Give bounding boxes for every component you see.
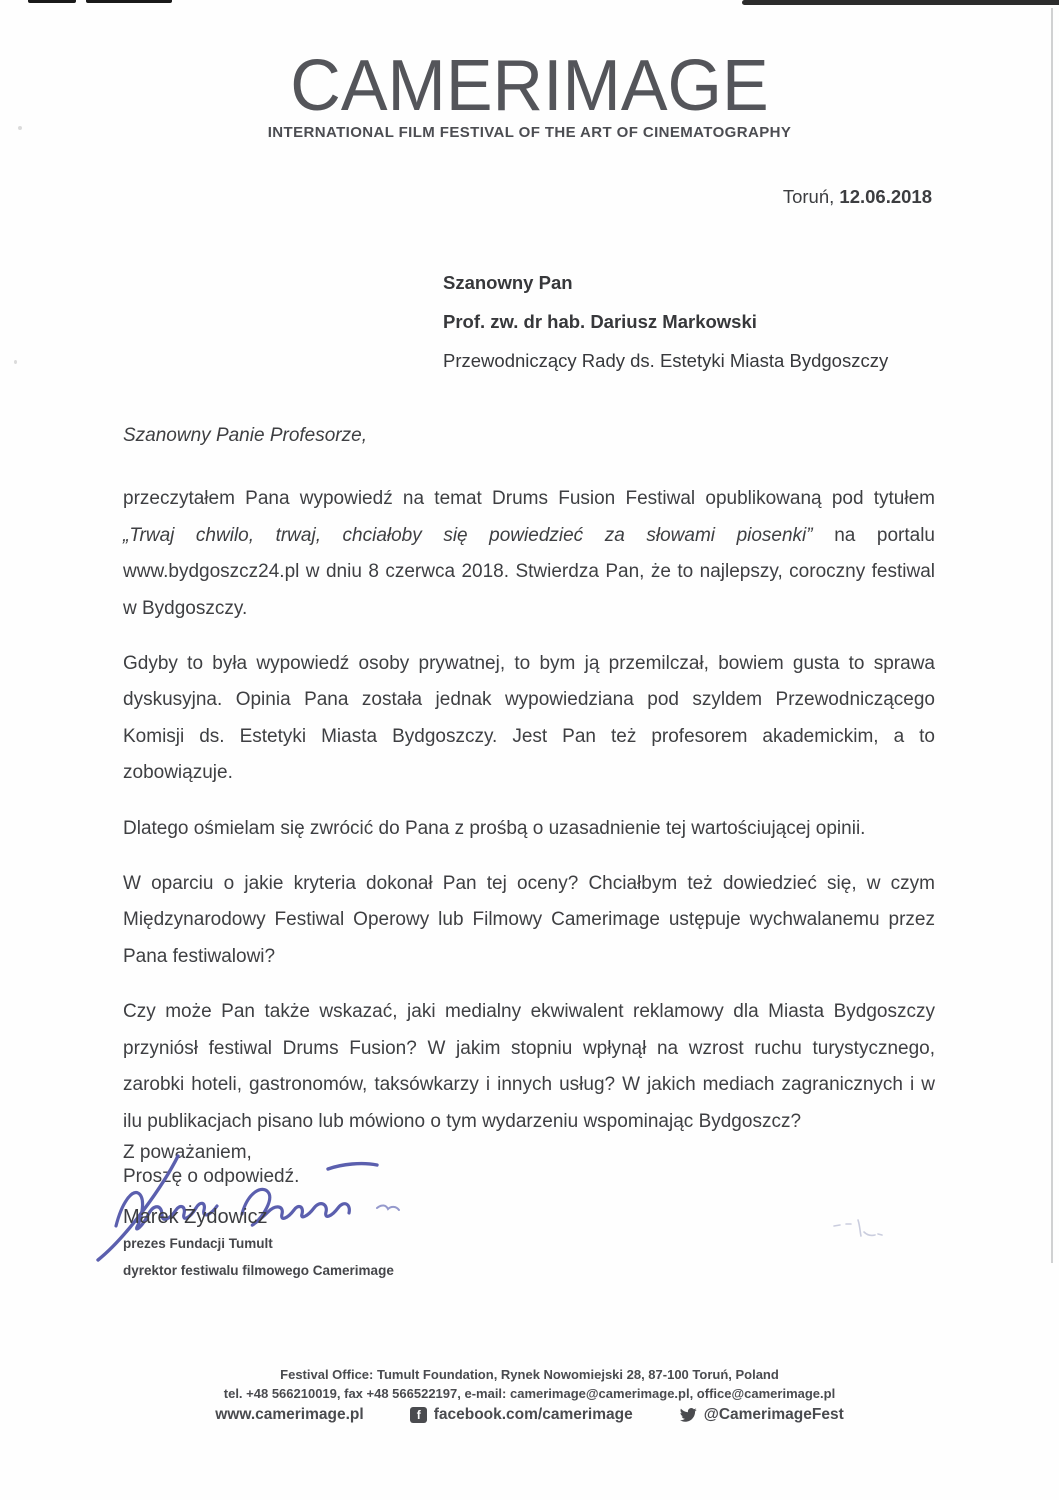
salutation: Szanowny Panie Profesorze, bbox=[123, 425, 367, 446]
letter-body bbox=[123, 418, 935, 1214]
camerimage-logo: CAMERIMAGE bbox=[290, 44, 769, 126]
date-line bbox=[783, 186, 932, 208]
paragraph-2: Gdyby to była wypowiedź osoby prywatnej, to bym ją przemilczał, bowiem gusta to sprawa dyskusyjna. Opinia Pana została jednak wypowiedziana pod szyldem Przewodniczącego Komisji ds. Estetyki Miasta Bydgoszczy. Jest Pan też profesorem akademickim, a to zobowiązuje. bbox=[123, 653, 935, 784]
footer-address-line: Festival Office: Tumult Foundation, Rynek Nowomiejski 28, 87-100 Toruń, Poland bbox=[280, 1367, 779, 1382]
website-text: www.camerimage.pl bbox=[215, 1406, 364, 1423]
scan-artifact-top-left-2 bbox=[86, 0, 172, 3]
date-city: Toruń, bbox=[782, 186, 840, 207]
facebook-icon: f bbox=[410, 1407, 427, 1423]
footer-address-block bbox=[0, 1365, 1059, 1403]
ink-smudge bbox=[373, 1200, 403, 1218]
twitter-text: @CamerimageFest bbox=[703, 1406, 844, 1423]
facebook-text: facebook.com/camerimage bbox=[433, 1406, 633, 1423]
paragraph-6: Proszę o odpowiedź. bbox=[123, 1165, 300, 1187]
logo-tagline: INTERNATIONAL FILM FESTIVAL OF THE ART OF CINEMATOGRAPHY bbox=[267, 124, 792, 141]
facebook-link bbox=[410, 1406, 633, 1424]
signer-title-1: prezes Fundacji Tumult bbox=[123, 1236, 273, 1251]
recipient-name: Prof. zw. dr hab. Dariusz Markowski bbox=[443, 311, 757, 332]
signer-title-2: dyrektor festiwalu filmowego Camerimage bbox=[123, 1263, 394, 1278]
recipient-salutation: Szanowny Pan bbox=[443, 272, 573, 293]
paragraph-1 bbox=[123, 481, 935, 627]
scan-artifact-right-edge-line bbox=[1051, 8, 1053, 1263]
valediction: Z poważaniem, bbox=[123, 1142, 252, 1163]
paragraph-1-rest: na portalu www.bydgoszcz24.pl w dniu 8 czerwca 2018. Stwierdza Pan, że to najlepszy, coroczny festiwal w Bydgoszczy. bbox=[123, 524, 935, 619]
paragraph-4: W oparciu o jakie kryteria dokonał Pan tej oceny? Chciałbym też dowiedzieć się, w czym Międzynarodowy Festiwal Operowy lub Filmowy Camerimage ustępuje wychwalanemu przez Pana festiwalowi? bbox=[123, 873, 935, 967]
scan-artifact-top-right bbox=[742, 0, 1059, 5]
recipient-block bbox=[443, 263, 888, 380]
paragraph-1-quote: „Trwaj chwilo, trwaj, chciałoby się powiedzieć za słowami piosenki” bbox=[123, 524, 813, 546]
footer-contact-line: tel. +48 566210019, fax +48 566522197, e-mail: camerimage@camerimage.pl, office@camerimage.pl bbox=[223, 1386, 836, 1401]
footer-links bbox=[0, 1406, 1059, 1424]
paragraph-5: Czy może Pan także wskazać, jaki medialny ekwiwalent reklamowy dla Miasta Bydgoszczy przyniósł festiwal Drums Fusion? W jakim stopniu wpłynął na wzrost ruchu turystycznego, zarobki hoteli, gastronomów, taksówkarzy i innych usług? W jakich mediach zagranicznych i w ilu publikacjach pisano lub mówiono o tym wydarzeniu wspominając Bydgoszcz? bbox=[123, 1001, 935, 1132]
twitter-icon bbox=[679, 1408, 697, 1423]
twitter-link bbox=[679, 1406, 844, 1424]
date-value: 12.06.2018 bbox=[839, 186, 932, 207]
pencil-scribble bbox=[828, 1212, 888, 1242]
paragraph-3: Dlatego ośmielam się zwrócić do Pana z prośbą o uzasadnienie tej wartościującej opinii. bbox=[123, 817, 866, 839]
letterhead bbox=[0, 44, 1059, 141]
scan-artifact-top-left bbox=[28, 0, 76, 3]
recipient-title: Przewodniczący Rady ds. Estetyki Miasta Bydgoszczy bbox=[443, 350, 889, 371]
paragraph-1-intro: przeczytałem Pana wypowiedź na temat Drums Fusion Festiwal opublikowaną pod tytułem bbox=[123, 488, 935, 510]
scan-speck bbox=[14, 360, 17, 364]
website-link bbox=[215, 1406, 363, 1424]
signer-name: Marek Żydowicz bbox=[123, 1206, 268, 1228]
